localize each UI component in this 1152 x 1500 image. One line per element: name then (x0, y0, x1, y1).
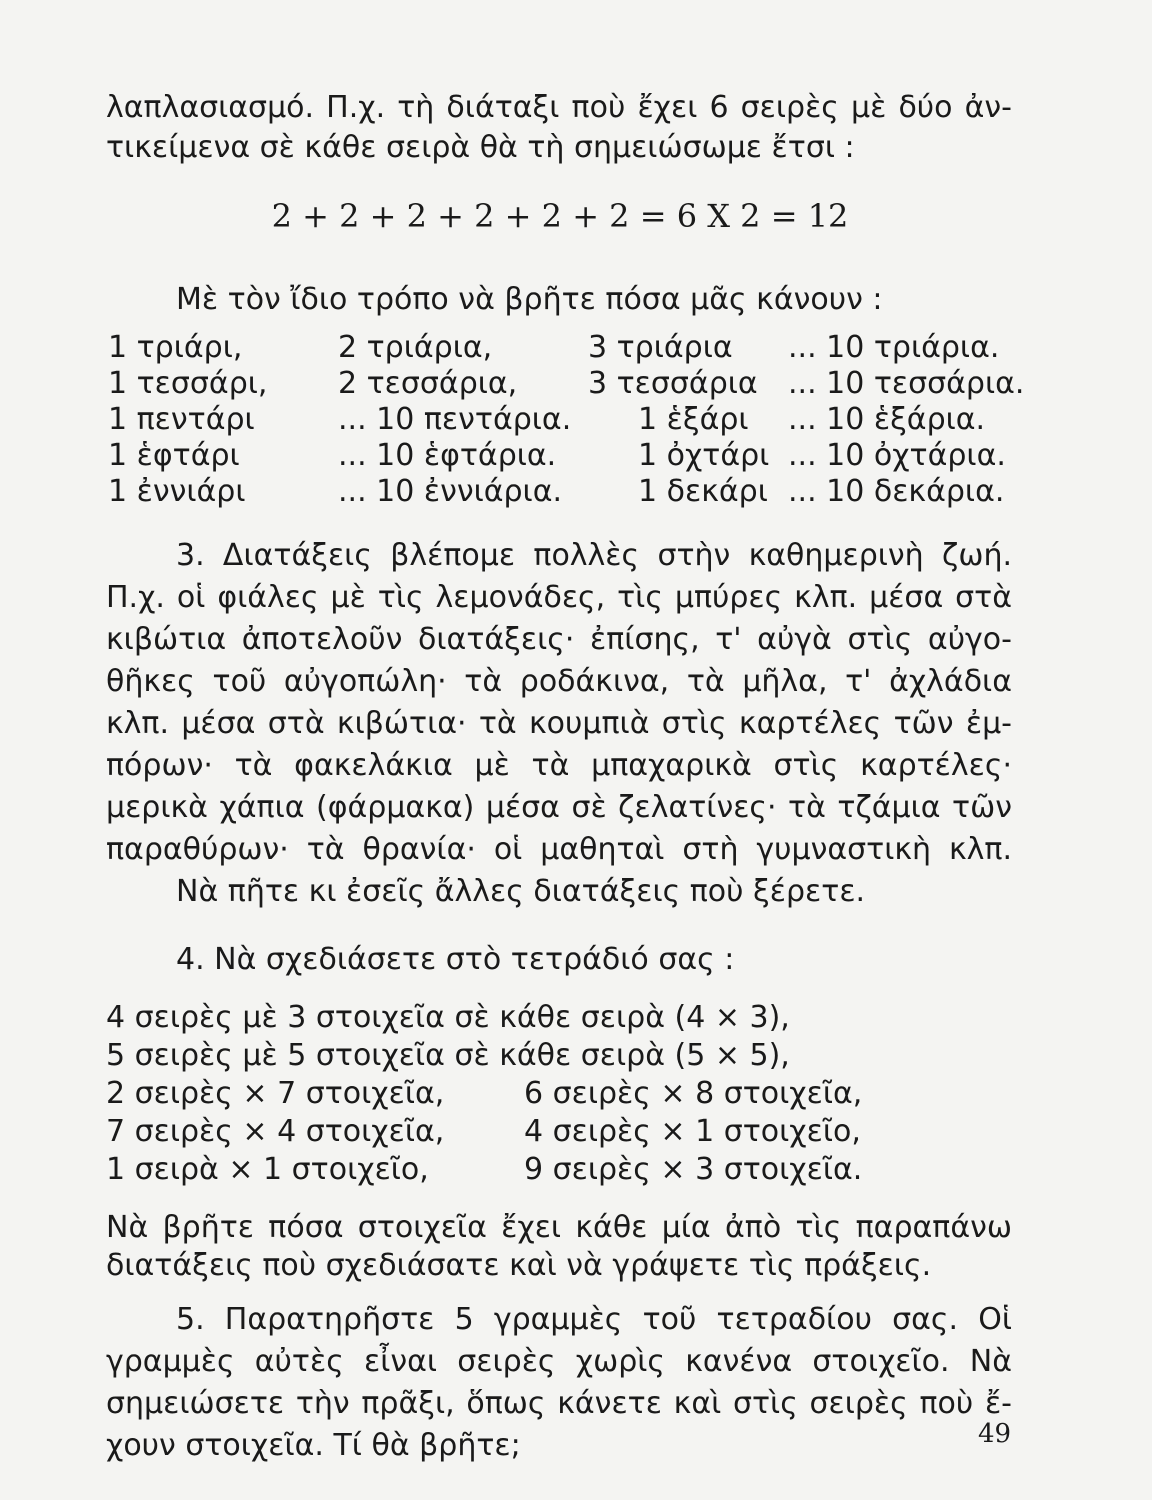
section-5-line: σημειώσετε τὴν πρᾶξι, ὅπως κάνετε καὶ στὶς σειρὲς ποὺ ἔ- (106, 1386, 1012, 1421)
multiplication-equation: 2 + 2 + 2 + 2 + 2 + 2 = 6 X 2 = 12 (271, 197, 849, 235)
table-row (0, 400, 1152, 440)
section-3-line: κλπ. μέσα στὰ κιβώτια· τὰ κουμπιὰ στὶς καρτέλες τῶν ἐμ- (106, 706, 1012, 741)
section-4-closing: Νὰ βρῆτε πόσα στοιχεῖα ἔχει κάθε μία ἀπὸ τὶς παραπάνω (106, 1210, 1012, 1245)
section-4-row: 4 σειρὲς μὲ 3 στοιχεῖα σὲ κάθε σειρὰ (4 × 3), (106, 1000, 790, 1035)
section-3-line: Π.χ. οἱ φιάλες μὲ τὶς λεμονάδες, τὶς μπύρες κλπ. μέσα στὰ (106, 580, 1012, 615)
table-cell: 1 ἐννιάρι (108, 474, 246, 509)
intro-line-2: τικείμενα σὲ κάθε σειρὰ θὰ τὴ σημειώσωμε ἔτσι : (106, 130, 855, 165)
table-cell: 1 ἑξάρι (638, 402, 749, 437)
intro-line-1: λαπλασιασμό. Π.χ. τὴ διάταξι ποὺ ἔχει 6 σειρὲς μὲ δύο ἀν- (106, 90, 1012, 125)
section-5-line: χουν στοιχεῖα. Τί θὰ βρῆτε; (106, 1428, 521, 1463)
table-cell: ... 10 ἑξάρια. (788, 402, 986, 437)
section-4-closing: διατάξεις ποὺ σχεδιάσατε καὶ νὰ γράψετε τὶς πράξεις. (106, 1248, 932, 1283)
section-3-line: θῆκες τοῦ αὐγοπώλη· τὰ ροδάκινα, τὰ μῆλα, τ' ἀχλάδια (106, 664, 1012, 699)
table-cell: 3 τεσσάρια (588, 366, 758, 401)
table-cell: ... 10 ἑφτάρια. (338, 438, 557, 473)
table-cell: 1 τεσσάρι, (108, 366, 268, 401)
table-cell: 1 τριάρι, (108, 330, 243, 365)
table-cell: 1 ἑφτάρι (108, 438, 240, 473)
table-cell: 1 δεκάρι (638, 474, 768, 509)
table-cell: ... 10 ἐννιάρια. (338, 474, 563, 509)
section-3-line: πόρων· τὰ φακελάκια μὲ τὰ μπαχαρικὰ στὶς καρτέλες· (106, 748, 1012, 783)
section-3-line: Νὰ πῆτε κι ἐσεῖς ἄλλες διατάξεις ποὺ ξέρετε. (176, 874, 866, 909)
section-5-line: γραμμὲς αὐτὲς εἶναι σειρὲς χωρὶς κανένα στοιχεῖο. Νὰ (106, 1344, 1012, 1379)
section-4-row: 5 σειρὲς μὲ 5 στοιχεῖα σὲ κάθε σειρὰ (5 × 5), (106, 1038, 790, 1073)
table-prompt: Μὲ τὸν ἴδιο τρόπο νὰ βρῆτε πόσα μᾶς κάνουν : (176, 282, 883, 317)
table-cell: ... 10 τριάρια. (788, 330, 1000, 365)
section-4-pair-row (0, 1150, 1152, 1190)
section-3-line: κιβώτια ἀποτελοῦν διατάξεις· ἐπίσης, τ' αὐγὰ στὶς αὐγο- (106, 622, 1012, 657)
section-4-pair-row (0, 1112, 1152, 1152)
table-row (0, 472, 1152, 512)
section-4-item: 4 σειρὲς × 1 στοιχεῖο, (524, 1114, 861, 1149)
table-cell: 1 ὀχτάρι (638, 438, 770, 473)
table-row (0, 328, 1152, 368)
section-4-pair-row (0, 1074, 1152, 1114)
section-4-item: 7 σειρὲς × 4 στοιχεῖα, (106, 1114, 445, 1149)
section-4-heading: 4. Νὰ σχεδιάσετε στὸ τετράδιό σας : (176, 942, 735, 977)
table-row (0, 364, 1152, 404)
table-cell: ... 10 πεντάρια. (338, 402, 572, 437)
table-cell: 3 τριάρια (588, 330, 733, 365)
page-number: 49 (978, 1419, 1012, 1449)
table-cell: 1 πεντάρι (108, 402, 255, 437)
table-cell: 2 τριάρια, (338, 330, 493, 365)
table-cell: ... 10 τεσσάρια. (788, 366, 1025, 401)
section-3-line: μερικὰ χάπια (φάρμακα) μέσα σὲ ζελατίνες· τὰ τζάμια τῶν (106, 790, 1012, 825)
section-4-item: 9 σειρὲς × 3 στοιχεῖα. (524, 1152, 863, 1187)
section-4-item: 6 σειρὲς × 8 στοιχεῖα, (524, 1076, 863, 1111)
table-row (0, 436, 1152, 476)
section-3-line: παραθύρων· τὰ θρανία· οἱ μαθηταὶ στὴ γυμναστικὴ κλπ. (106, 832, 1012, 867)
table-cell: 2 τεσσάρια, (338, 366, 518, 401)
table-cell: ... 10 ὀχτάρια. (788, 438, 1006, 473)
section-4-item: 1 σειρὰ × 1 στοιχεῖο, (106, 1152, 429, 1187)
section-5-line: 5. Παρατηρῆστε 5 γραμμὲς τοῦ τετραδίου σας. Οἱ (176, 1302, 1012, 1337)
table-cell: ... 10 δεκάρια. (788, 474, 1005, 509)
section-3-line: 3. Διατάξεις βλέπομε πολλὲς στὴν καθημερινὴ ζωή. (176, 538, 1012, 573)
section-4-item: 2 σειρὲς × 7 στοιχεῖα, (106, 1076, 445, 1111)
